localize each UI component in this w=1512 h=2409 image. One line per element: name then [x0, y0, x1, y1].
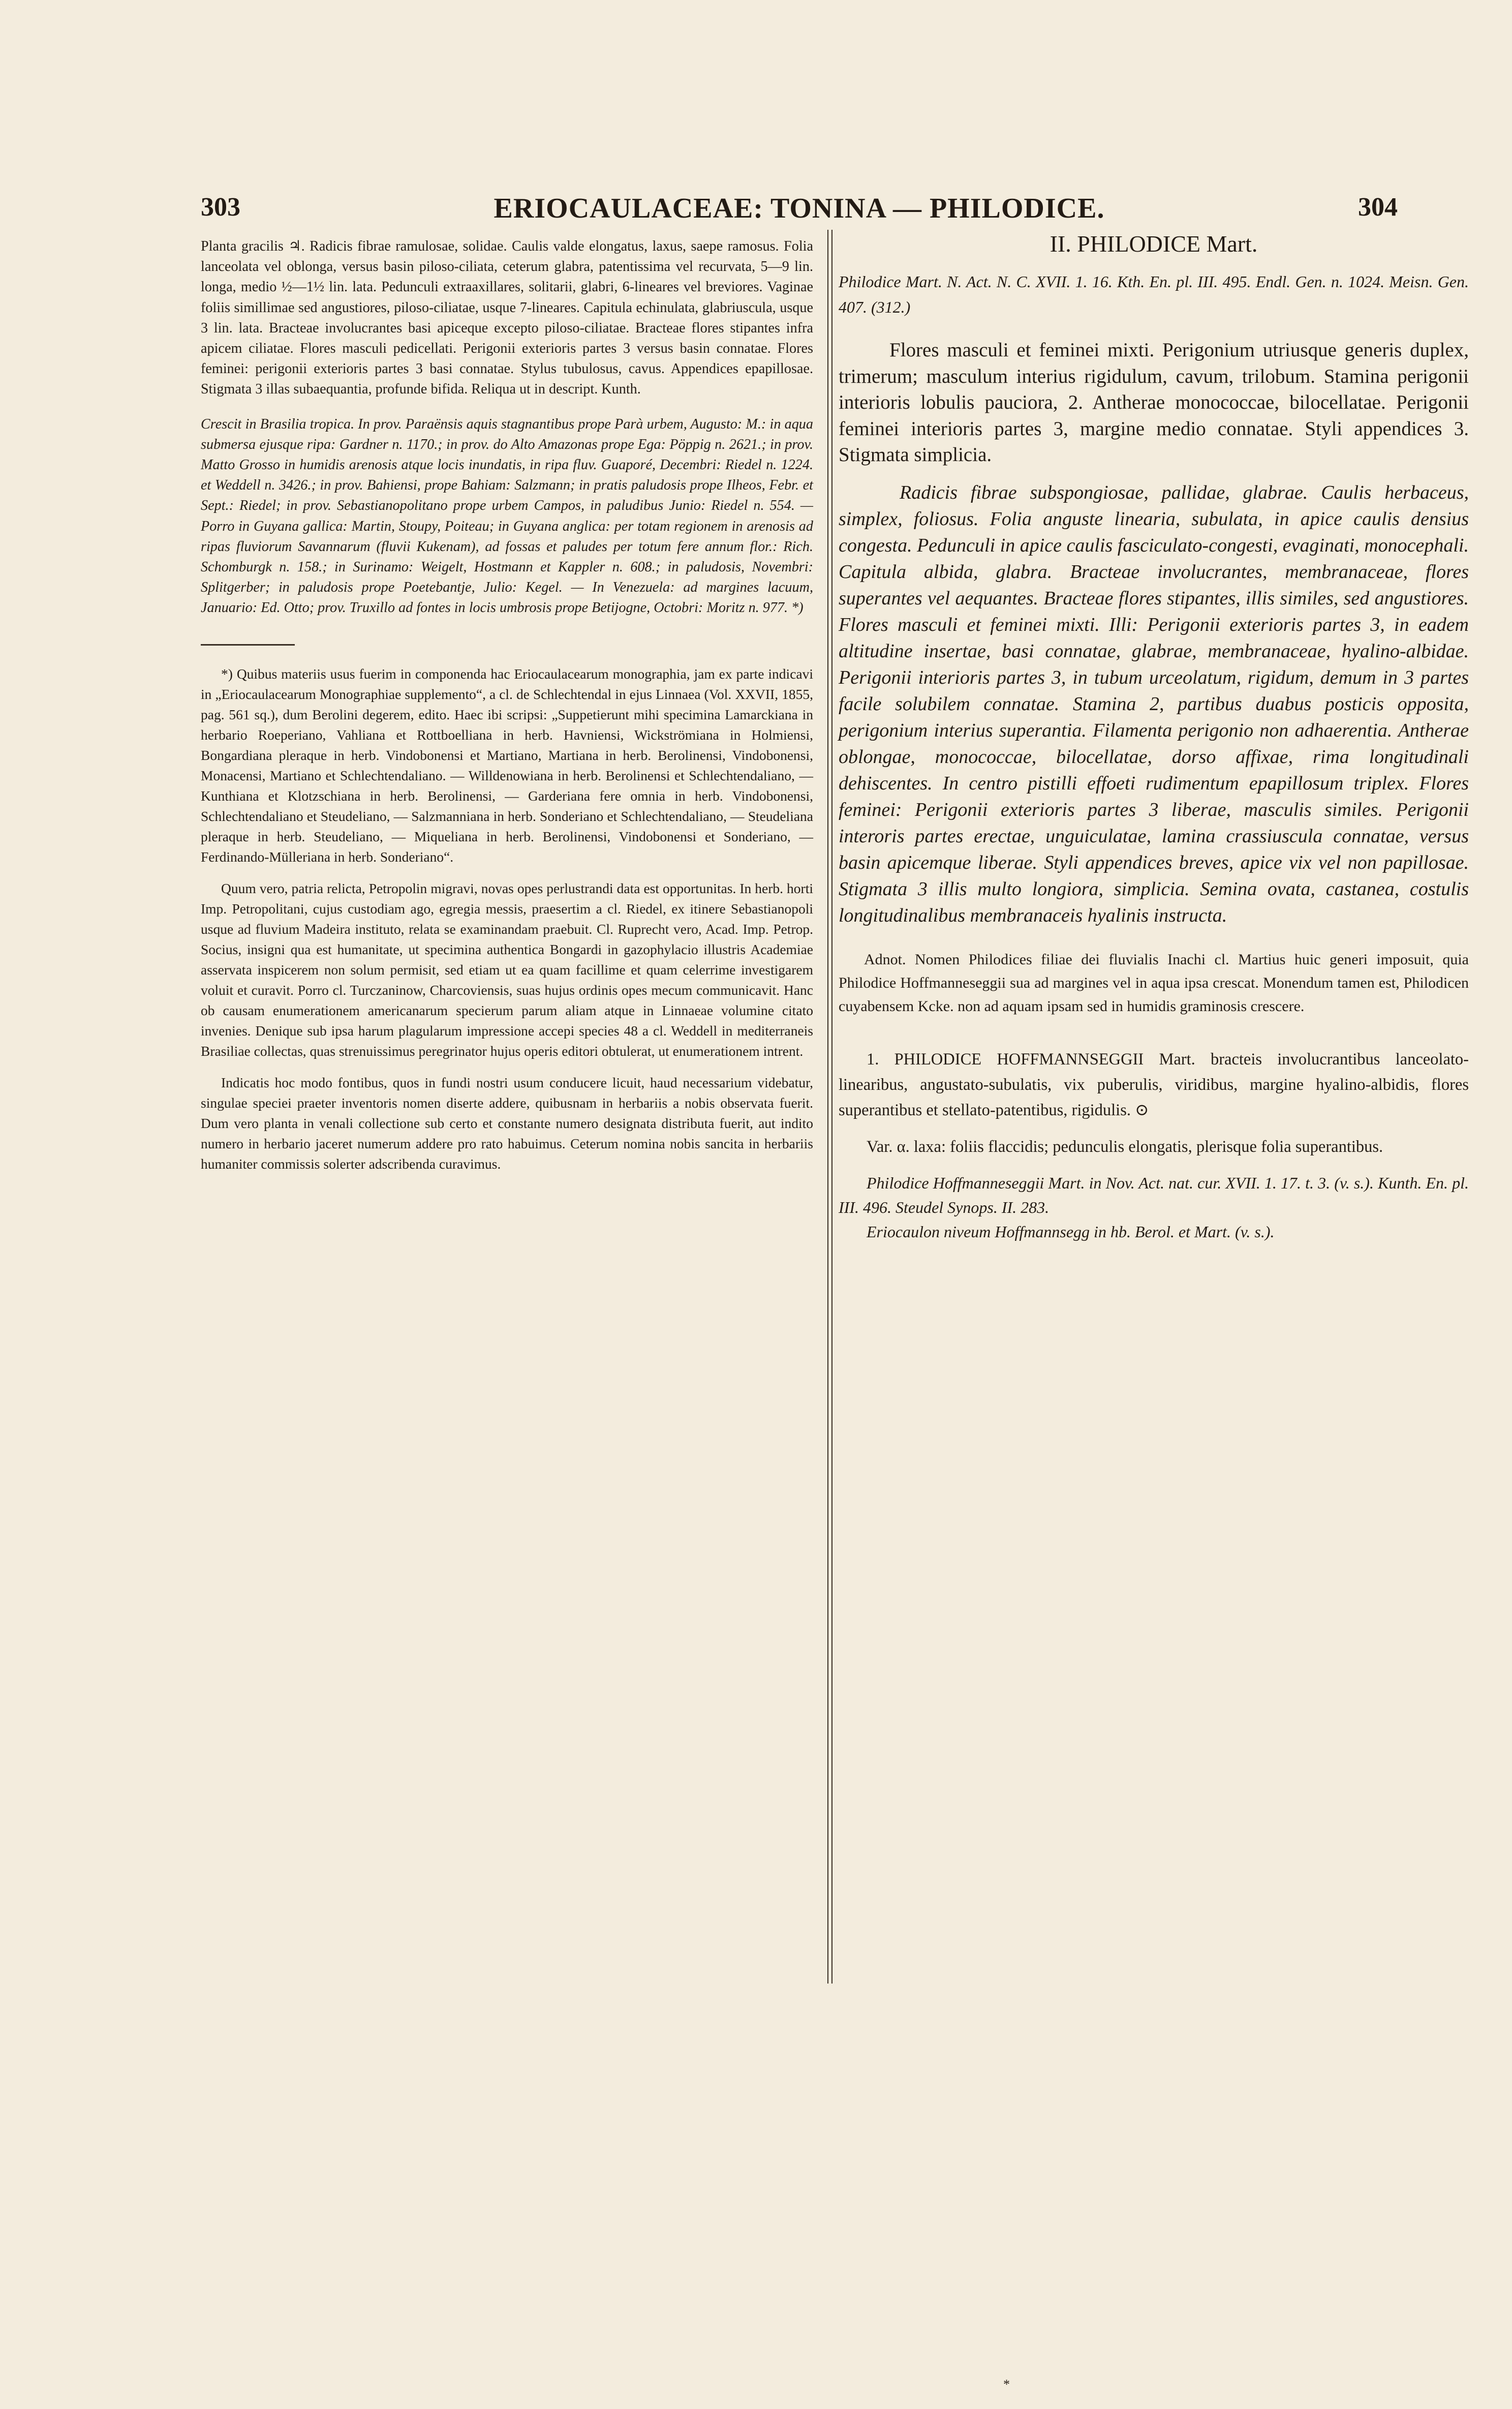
genus-title: II. PHILODICE Mart. [1050, 231, 1258, 257]
footnote [201, 664, 813, 1174]
column-divider-line [827, 230, 828, 1984]
right-column [839, 226, 1469, 1244]
synonym-1: Philodice Hoffmanneseggii Mart. in Nov. Act. nat. cur. XVII. 1. 17. t. 3. (v. s.). Kunth. En. pl. III. 496. Steudel Synops. II. 283. [839, 1173, 1469, 1216]
generic-description: Radicis fibrae subspongiosae, pallidae, glabrae. Caulis herbaceus, simplex, foliosus. Folia anguste linearia, subulata, in apice caulis densius congesta. Pedunculi in apice caulis fasciculato-congesti, evaginati, monocephali. Capitula albida, glabra. Bracteae involucrantes, membranaceae, flores superantes vel aequantes. Bracteae flores stipantes, illis similes, sed angustiores. Flores masculi et feminei mixti. Illi: Perigonii exterioris partes 3, in eadem altitudine insertae, basi connatae, glabrae, membranaceae, hyalino-albidae. Perigonii interioris partes 3, in tubum urceolatum, rigidum, demum in 3 partes facile solubilem connatae. Stamina 2, partibus duabus posticis opposita, perigonium interius superantia. Filamenta perigonio non adhaerentia. Antherae oblongae, monococcae, bilocellatae, dorso affixae, rima longitudinali dehiscentes. In centro pistilli effoeti rudimentum epapillosum triplex. Flores feminei: Perigonii exterioris partes 3 liberae, masculis similes. Perigonii interoris partes erectae, unguiculatae, lamina crassiuscula connatae, versus basin apicemque liberae. Styli appendices breves, apice vix vel non papillosae. Stigmata 3 illis multo longiora, simplicia. Semina ovata, castanea, costulis longitudinalibus membranaceis hyalinis instructa. [839, 481, 1469, 926]
margin-asterisk: * [1003, 2377, 1010, 2392]
species-description: Planta gracilis ♃. Radicis fibrae ramulosae, solidae. Caulis valde elongatus, laxus, saepe ramosus. Folia lanceolata vel oblonga, versus basin piloso-ciliata, ceterum glabra, patentissima vel recurvata, 5—9 lin. longa, medio ½—1½ lin. lata. Pedunculi extraaxillares, solitarii, glabri, 6-lineares vel breviores. Vaginae foliis simillimae sed angustiores, piloso-ciliatae, usque 7-lineares. Capitula echinulata, glabriuscula, usque 3 lin. lata. Bracteae involucrantes basi apiceque excepto piloso-ciliatae. Bracteae flores stipantes infra apicem ciliatae. Flores masculi pedicellati. Perigonii exterioris partes 3 versus basin connatae. Flores feminei: perigonii exterioris partes 3 basi connatae. Stylus tubulosus, cavus. Appendices epapillosae. Stigmata 3 illas subaequantia, profunde bifida. Reliqua ut in descript. Kunth. [201, 238, 813, 398]
species-heading: 1. PHILODICE HOFFMANNSEGGII Mart. bracteis involucrantibus lanceolato-linearibus, angustato-subulatis, vix puberulis, viridibus, margine hyalino-albidis, flores superantibus et stellato-patentibus, rigidulis. ⊙ [839, 1050, 1469, 1119]
footnote-separator [201, 644, 295, 646]
footnote-paragraph-1: *) Quibus materiis usus fuerim in componenda hac Eriocaulacearum monographia, jam ex parte indicavi in „Eriocaulacearum Monographiae supplemento“, a cl. de Schlechtendal in ejus Linnaea (Vol. XXVII, 1855, pag. 561 sq.), dum Berolini degerem, edito. Haec ibi scripsi: „Suppetierunt mihi specimina Lamarckiana in herbario Roeperiano, Vahliana et Rottboelliana in herb. Havniensi, Wickströmiana in Holmiensi, Bongardiana pleraque in herb. Vindobonensi et Martiano, Martiana in herb. Berolinensi, Vindobonensi, Monacensi, Martiano et Schlechtendaliano. — Willdenowiana in herb. Berolinensi et Schlechtendaliano, — Kunthiana et Klotzschiana in herb. Berolinensi, — Garderiana fere omnia in herb. Vindobonensi, Schlechtendaliano et Steudeliano, — Salzmanniana in herb. Sonderiano et Schlechtendaliano, — Steudeliana pleraque in herb. Steudeliano, — Miqueliana in herb. Berolinensi, Vindobonensi et Sonderiano, — Ferdinando-Mülleriana in herb. Sonderiano“. [201, 665, 813, 865]
generic-character: Flores masculi et feminei mixti. Perigonium utriusque generis duplex, trimerum; masculum interius rigidulum, cavum, trilobum. Stamina perigonii interioris lobulis pauciora, 2. Antherae monococcae, bilocellatae. Perigonii feminei interioris partes 3, margine medio connatae. Styli appendices 3. Stigmata simplicia. [839, 339, 1469, 466]
running-title: ERIOCAULACEAE: TONINA — PHILODICE. [493, 193, 1105, 224]
locality-paragraph: Crescit in Brasilia tropica. In prov. Paraënsis aquis stagnantibus prope Parà urbem, Augusto: M.: in aqua submersa ejusque ripa: Gardner n. 1170.; in prov. do Alto Amazonas prope Ega: Pöppig n. 2621.; in prov. Matto Grosso in humidis arenosis atque locis inundatis, in ripa fluv. Guaporé, Decembri: Riedel n. 1224. et Weddell n. 3426.; in prov. Bahiensi, prope Bahiam: Salzmann; in pratis paludosis prope Ilheos, Febr. et Sept.: Riedel; in prov. Sebastianopolitano prope urbem Campos, in paludibus Junio: Riedel n. 554. — Porro in Guyana gallica: Martin, Stoupy, Poiteau; in Guyana anglica: per totam regionem in arenosis ad ripas fluviorum Savannarum (fluvii Kukenam), ad fossas et paludes per totum fere annum flor.: Rich. Schomburgk n. 158.; in Surinamo: Weigelt, Hostmann et Kappler n. 608.; in paludosis, Novembri: Splitgerber; in paludosis prope Poetebantje, Julio: Kegel. — In Venezuela: ad margines lacuum, Januario: Ed. Otto; prov. Truxillo ad fontes in locis umbrosis prope Betijogne, Octobri: Moritz n. 977. *) [201, 416, 813, 616]
footnote-paragraph-3: Indicatis hoc modo fontibus, quos in fundi nostri usum conducere licuit, haud necessarium videbatur, singulae speciei praeter inventoris nomen diserte addere, quibusnam in herbariis a nobis observata fuerit. Dum vero planta in venali collectione sub certo et constante numero designata distributa fuerit, aut indito numero in herbario jaceret numerum addere pro rato habuimus. Ceterum nomina nobis sancita in herbariis humaniter commissis solerter adscribenda curavimus. [201, 1074, 813, 1172]
left-column [201, 236, 813, 1174]
annotation-paragraph: Adnot. Nomen Philodices filiae dei fluvialis Inachi cl. Martius huic generi imposuit, quia Philodice Hoffmanneseggii sua ad margines vel in aqua ipsa crescat. Monendum tamen est, Philodicen cuyabensem Kcke. non ad aquam ipsam sed in humidis graminosis crescere. [839, 951, 1469, 1015]
synonym-2: Eriocaulon niveum Hoffmannsegg in hb. Berol. et Mart. (v. s.). [867, 1222, 1275, 1241]
page-number-left: 303 [201, 193, 240, 222]
footnote-paragraph-2: Quum vero, patria relicta, Petropolin migravi, novas opes perlustrandi data est opportunitas. In herb. horti Imp. Petropolitani, cujus custodiam ago, egregia messis, praesertim a cl. Riedel, ex itinere Sebastianopoli usque ad fluvium Madeira instituto, relata se examinandam praebuit. Cl. Ruprecht vero, Acad. Imp. Petrop. Socius, insigni qua est humanitate, ut specimina authentica Bongardi in gazophylacio illustris Academiae asservata inspicerem non solum permisit, sed etiam ut ea quam facillime et quam celerrime investigarem voluit et curavit. Porro cl. Turczaninow, Charcoviensis, suas hujus ordinis opes mecum communicavit. Hanc ob causam enumerationem americanarum specierum parum aliam atque in Linnaeae volumine citato invenies. Denique sub ipsa harum plagularum impressione accepi species 48 a cl. Weddell in mediterraneis Brasiliae collectas, quas strenuissimus peregrinator hujus operis editori obtulerat, ut enumerationem intrent. [201, 880, 813, 1059]
column-divider-line-inner [831, 230, 832, 1984]
page-number-right: 304 [1358, 193, 1398, 222]
species-variety: Var. α. laxa: foliis flaccidis; pedunculis elongatis, plerisque folia superantibus. [867, 1137, 1383, 1156]
genus-reference: Philodice Mart. N. Act. N. C. XVII. 1. 16. Kth. En. pl. III. 495. Endl. Gen. n. 1024. Meisn. Gen. 407. (312.) [839, 272, 1469, 316]
